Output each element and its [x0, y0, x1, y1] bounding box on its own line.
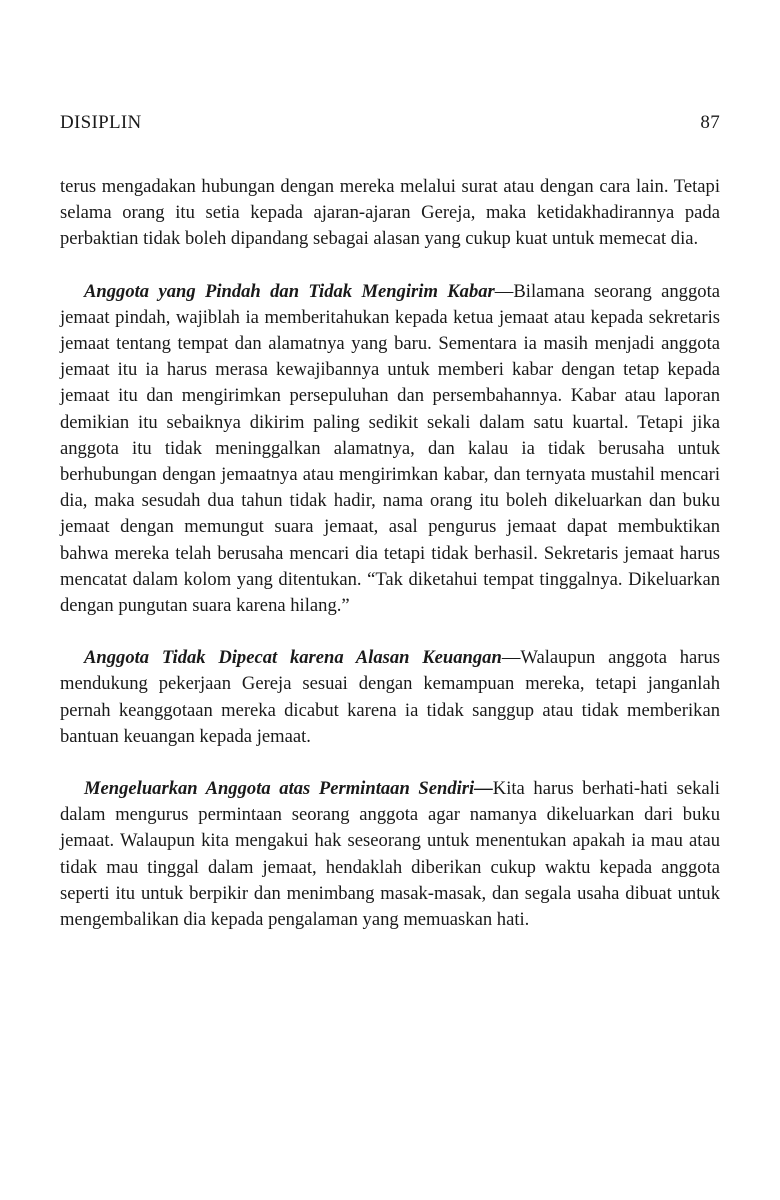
paragraph-text: Walaupun anggota harus mendukung pekerjaan Gereja sesuai dengan kemampuan mereka, tetapi janganlah pernah keanggotaan mereka dicabut karena ia tidak sanggup atau tidak memberikan bantuan keuangan kepada jemaat.	[60, 647, 720, 747]
paragraph-continuation	[60, 174, 720, 253]
paragraph-financial-reasons	[60, 645, 720, 750]
em-dash: —	[474, 778, 493, 800]
body-text	[60, 174, 720, 933]
paragraph-text: terus mengadakan hubungan dengan mereka melalui surat atau dengan cara lain. Tetapi selama orang itu setia kepada ajaran-ajaran Gereja, maka ketidakhadirannya pada perbaktian tidak boleh dipandang sebagai alasan yang cukup kuat untuk memecat dia.	[60, 176, 720, 250]
book-page	[60, 112, 720, 959]
running-header	[60, 112, 720, 134]
section-heading: Anggota yang Pindah dan Tidak Mengirim Kabar	[84, 280, 495, 302]
page-number: 87	[700, 112, 720, 133]
chapter-title: DISIPLIN	[60, 112, 142, 133]
em-dash: —	[494, 280, 514, 302]
paragraph-own-request	[60, 776, 720, 933]
paragraph-members-moved	[60, 279, 720, 620]
section-heading: Mengeluarkan Anggota atas Permintaan Sendiri	[84, 778, 475, 800]
paragraph-text: Kita harus berhati-hati sekali dalam mengurus permintaan seorang anggota agar namanya dikeluarkan dari buku jemaat. Walaupun kita mengakui hak seseorang untuk menentukan apakah ia mau atau tidak mau tinggal dalam jemaat, hendaklah diberikan cukup waktu kepada anggota seperti itu untuk berpikir dan menimbang masak-masak, dan segala usaha dibuat untuk mengembalikan dia kepada pengalaman yang memuaskan hati.	[60, 778, 720, 931]
paragraph-text: Bilamana seorang anggota jemaat pindah, wajiblah ia memberitahukan kepada ketua jemaat atau kepada sekretaris jemaat tentang tempat dan alamatnya yang baru. Sementara ia masih menjadi anggota jemaat itu ia harus merasa kewajibannya untuk memberi kabar dengan tetap kepada jemaat itu dan mengirimkan persepuluhan dan persembahannya. Kabar atau laporan demikian itu sebaiknya dikirim paling sedikit sekali dalam satu kuartal. Tetapi jika anggota itu tidak meninggalkan alamatnya, dan kalau ia tidak berusaha untuk berhubungan dengan jemaatnya atau mengirimkan kabar, dan ternyata mustahil mencari dia, maka sesudah dua tahun tidak hadir, nama orang itu boleh dikeluarkan dan buku jemaat dengan memungut suara jemaat, asal pengurus jemaat dapat membuktikan bahwa mereka telah berusaha mencari dia tetapi tidak berhasil. Sekretaris jemaat harus mencatat dalam kolom yang ditentukan. “Tak diketahui tempat tinggalnya. Dikeluarkan dengan pungutan suara karena hilang.”	[60, 280, 720, 617]
section-heading: Anggota Tidak Dipecat karena Alasan Keuangan	[84, 647, 502, 669]
em-dash: —	[501, 647, 521, 669]
